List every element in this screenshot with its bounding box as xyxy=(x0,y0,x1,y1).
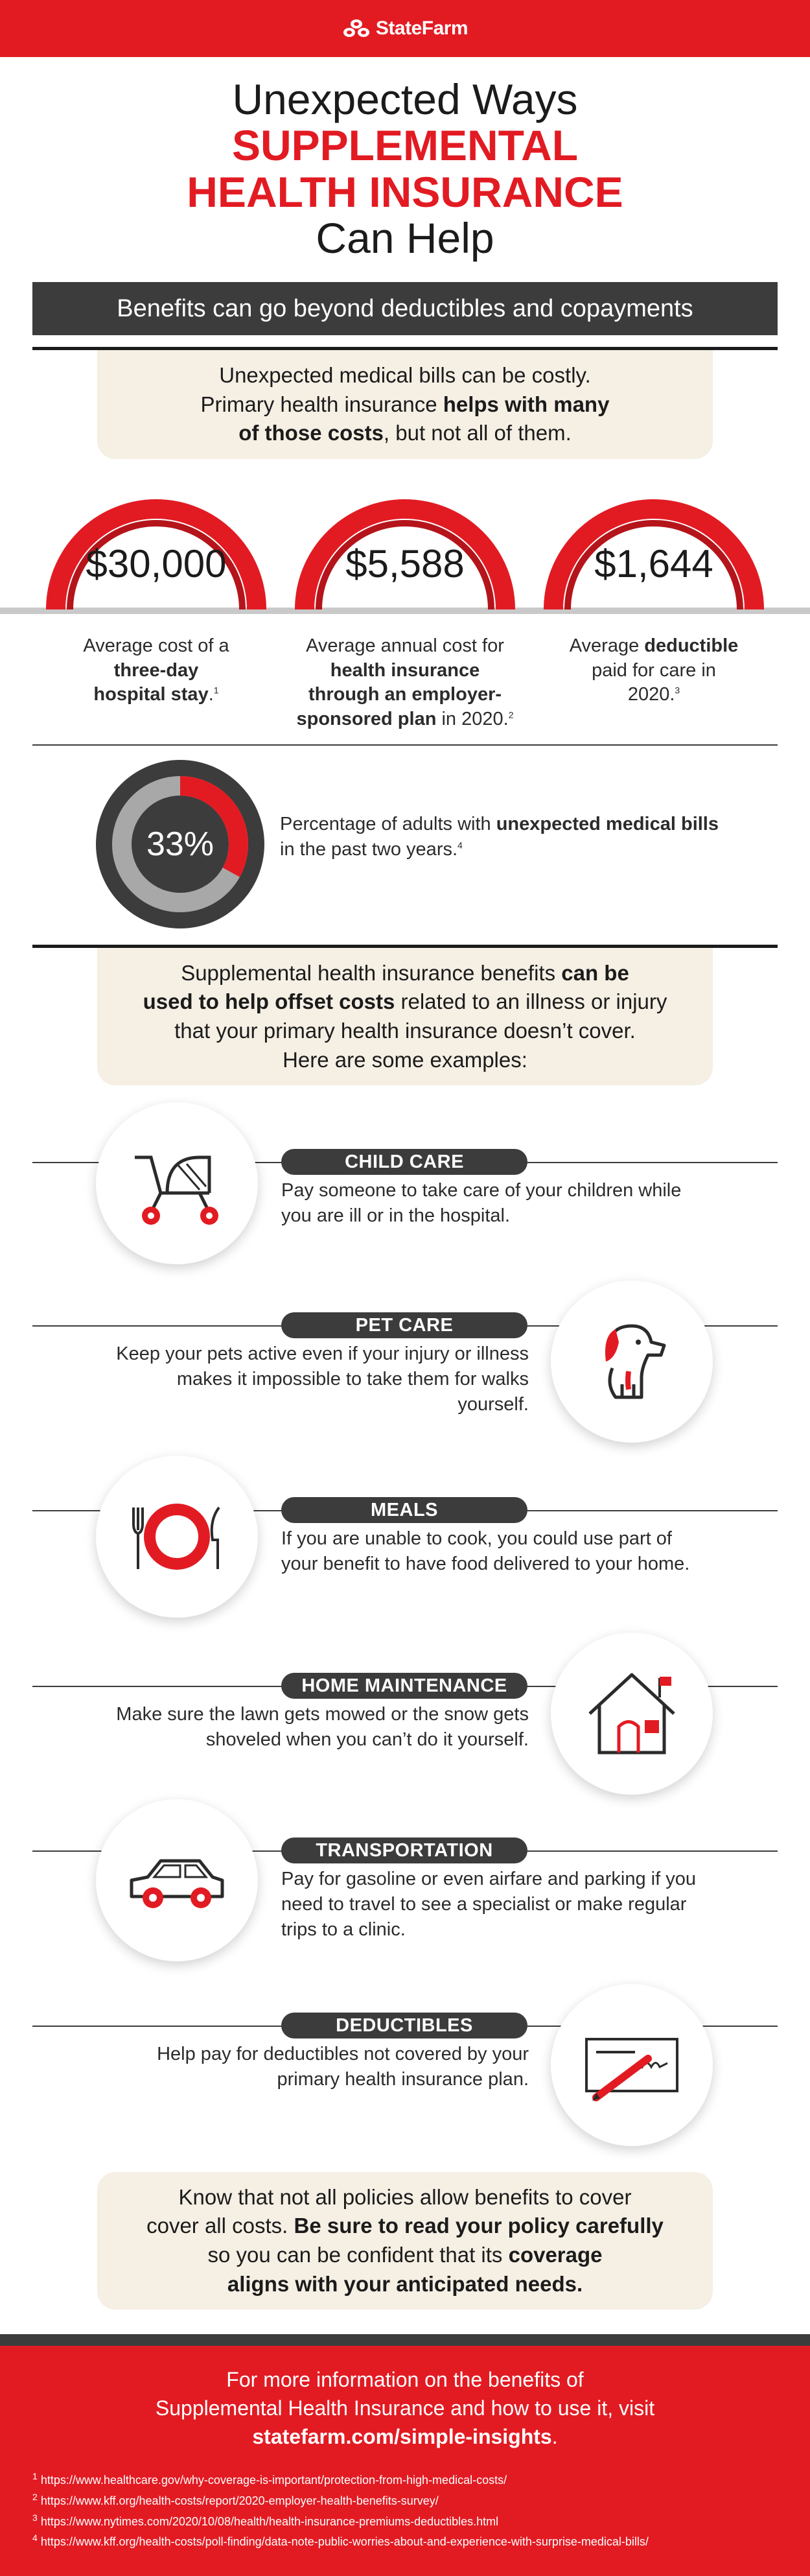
example-label: DEDUCTIBLES xyxy=(281,2013,527,2038)
example-icon-circle xyxy=(551,1281,713,1443)
references xyxy=(32,2469,778,2551)
stat-label-bold: health insurance through an employer-sponsored plan xyxy=(296,659,502,730)
stat-label-text: Average annual cost for xyxy=(306,635,504,656)
check-icon xyxy=(577,2010,687,2120)
example-icon-circle xyxy=(96,1799,258,1961)
supp-bold: can be xyxy=(561,960,629,985)
dog-icon xyxy=(577,1306,687,1417)
donut-percent-label: 33% xyxy=(146,825,214,863)
supp-text: that your primary health insurance doesn’t cover. xyxy=(174,1019,636,1043)
stat-label-bold: deductible xyxy=(644,635,739,656)
reference-item xyxy=(32,2511,778,2531)
stat-label-text: . xyxy=(208,684,214,705)
example-icon-circle xyxy=(551,1984,713,2146)
stat-arch-3 xyxy=(542,483,766,616)
brand-name: StateFarm xyxy=(375,18,469,39)
intro-bold-2: of those costs xyxy=(238,421,384,445)
reference-item xyxy=(32,2531,778,2551)
supplemental-box xyxy=(97,948,713,1085)
example-description: Pay for gasoline or even airfare and parking if you need to travel to see a specialist or make regular trips to a clinic. xyxy=(281,1869,696,1941)
car-icon xyxy=(122,1825,232,1935)
more-info-text: Supplemental Health Insurance and how to use it, visit xyxy=(155,2396,655,2420)
intro-line-3: , but not all of them. xyxy=(383,421,572,445)
supp-text: Supplemental health insurance benefits xyxy=(181,960,562,985)
example-icon-circle xyxy=(96,1456,258,1618)
closing-box xyxy=(97,2172,713,2310)
example-icon-circle xyxy=(96,1102,258,1264)
example-label: TRANSPORTATION xyxy=(281,1837,527,1863)
reference-number: 2 xyxy=(32,2491,38,2502)
intro-line-2: Primary health insurance xyxy=(200,392,443,416)
simple-insights-link[interactable]: statefarm.com/simple-insights xyxy=(252,2425,552,2449)
example-label: PET CARE xyxy=(281,1312,527,1338)
header-bar xyxy=(0,0,810,57)
percent-donut xyxy=(96,760,264,928)
stat-label-text: paid for care in 2020. xyxy=(592,659,716,705)
footnote-ref: 1 xyxy=(213,685,219,696)
closing-bold: coverage xyxy=(508,2243,603,2267)
donut-description xyxy=(280,812,721,862)
example-description: Make sure the lawn gets mowed or the snow gets shoveled when you can’t do it yourself. xyxy=(116,1704,529,1751)
footer xyxy=(0,2346,810,2576)
plate-icon xyxy=(122,1482,232,1592)
stat-label-3 xyxy=(542,634,766,707)
intro-line-1: Unexpected medical bills can be costly. xyxy=(219,363,591,388)
house-icon xyxy=(577,1659,687,1769)
reference-link[interactable]: https://www.healthcare.gov/why-coverage-is-important/protection-from-high-medical-costs/ xyxy=(40,2474,507,2487)
divider xyxy=(32,744,778,746)
donut-text: in the past two years. xyxy=(280,839,458,860)
reference-link[interactable]: https://www.kff.org/health-costs/poll-finding/data-note-public-worries-about-and-experience-with-surprise-medical-bills/ xyxy=(40,2535,649,2549)
footnote-ref: 4 xyxy=(457,840,463,851)
title-line-4: Can Help xyxy=(316,213,494,262)
closing-bold: Be sure to read your policy carefully xyxy=(294,2214,664,2238)
title-line-1: Unexpected Ways xyxy=(232,75,578,123)
page-title xyxy=(0,77,810,261)
stat-label-text: Average cost of a xyxy=(83,635,229,656)
closing-text: so you can be confident that its xyxy=(207,2243,509,2267)
closing-bold: aligns with your anticipated needs. xyxy=(227,2271,583,2296)
footer-divider xyxy=(0,2334,810,2346)
stat-value: $5,588 xyxy=(345,542,465,585)
stat-label-text: Average xyxy=(569,635,645,656)
stroller-icon xyxy=(122,1128,232,1238)
footnote-ref: 2 xyxy=(508,709,514,720)
stat-value: $30,000 xyxy=(86,542,227,585)
stat-label-text: in 2020. xyxy=(436,709,509,730)
more-info-text: . xyxy=(551,2425,558,2449)
example-description: Pay someone to take care of your children while you are ill or in the hospital. xyxy=(281,1180,682,1227)
example-label: MEALS xyxy=(281,1497,527,1523)
three-ovals-icon xyxy=(342,19,371,38)
reference-item xyxy=(32,2490,778,2511)
intro-bold-1: helps with many xyxy=(443,392,610,416)
intro-box xyxy=(97,350,713,459)
subtitle-banner: Benefits can go beyond deductibles and copayments xyxy=(32,282,778,335)
stat-label-2 xyxy=(293,634,517,732)
reference-link[interactable]: https://www.nytimes.com/2020/10/08/health/health-insurance-premiums-deductibles.html xyxy=(40,2514,499,2528)
donut-text: Percentage of adults with xyxy=(280,814,496,834)
example-label: CHILD CARE xyxy=(281,1149,527,1175)
statefarm-logo[interactable] xyxy=(342,18,468,40)
supp-text: Here are some examples: xyxy=(283,1047,527,1072)
reference-item xyxy=(32,2469,778,2490)
example-description: Keep your pets active even if your injury or illness makes it impossible to take them for walks yourself. xyxy=(116,1343,529,1415)
stat-arch-1 xyxy=(44,483,268,616)
stat-label-bold: three-day hospital stay xyxy=(93,659,209,705)
reference-number: 3 xyxy=(32,2512,38,2523)
more-info xyxy=(0,2365,810,2451)
example-description: If you are unable to cook, you could use part of your benefit to have food delivered to your home. xyxy=(281,1528,690,1575)
title-line-3: HEALTH INSURANCE xyxy=(187,167,623,216)
reference-number: 4 xyxy=(32,2533,38,2544)
closing-text: cover all costs. xyxy=(146,2214,294,2238)
more-info-text: For more information on the benefits of xyxy=(226,2368,584,2391)
stat-value: $1,644 xyxy=(594,542,713,585)
example-icon-circle xyxy=(551,1633,713,1795)
footnote-ref: 3 xyxy=(675,685,680,696)
stat-label-1 xyxy=(44,634,268,707)
example-description: Help pay for deductibles not covered by your primary health insurance plan. xyxy=(157,2044,529,2090)
reference-link[interactable]: https://www.kff.org/health-costs/report/2020-employer-health-benefits-survey/ xyxy=(40,2494,439,2507)
supp-bold: used to help offset costs xyxy=(143,989,395,1014)
stat-arch-2 xyxy=(293,483,517,616)
closing-text: Know that not all policies allow benefits to cover xyxy=(178,2184,632,2209)
reference-number: 1 xyxy=(32,2471,38,2481)
example-label: HOME MAINTENANCE xyxy=(281,1673,527,1699)
supp-text: related to an illness or injury xyxy=(395,989,667,1014)
title-line-2: SUPPLEMENTAL xyxy=(231,121,579,170)
donut-bold: unexpected medical bills xyxy=(496,814,719,834)
